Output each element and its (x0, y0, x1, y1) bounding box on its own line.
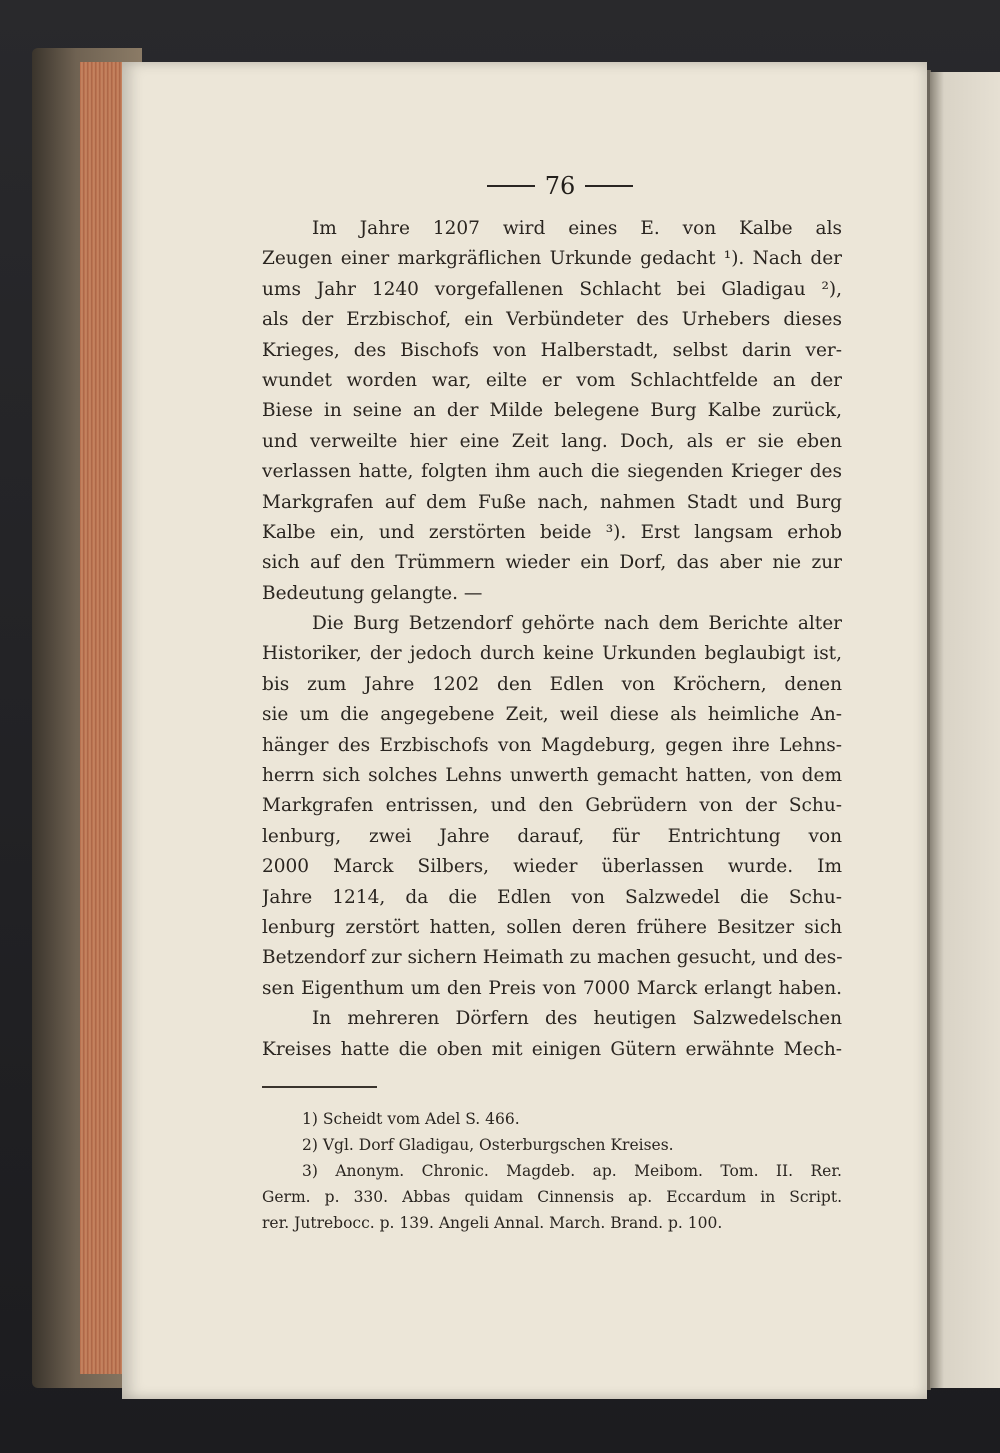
text-line: Betzendorf zur sichern Heimath zu machen gesucht, und des- (262, 947, 842, 969)
text-line: Zeugen einer markgräflichen Urkunde gedacht ¹). Nach der (262, 248, 842, 270)
text-line: lenburg, zwei Jahre darauf, für Entrichtung von (262, 825, 842, 847)
text-line: Im Jahre 1207 wird eines E. von Kalbe als (312, 218, 842, 239)
text-line: In mehreren Dörfern des heutigen Salzwedelschen (312, 1008, 842, 1030)
text-line: Markgrafen auf dem Fuße nach, nahmen Stadt und Burg (262, 491, 842, 513)
text-line: als der Erzbischof, ein Verbündeter des Urhebers dieses (262, 309, 842, 331)
footnote-continuation: Germ. p. 330. Abbas quidam Cinnensis ap. Eccardum in Script. (262, 1188, 842, 1206)
text-line: Bedeutung gelangte. — (262, 582, 483, 604)
footnote-rule (262, 1086, 377, 1088)
header-dash-right (585, 185, 633, 187)
footnote: 1) Scheidt vom Adel S. 466. (302, 1110, 520, 1128)
text-line: bis zum Jahre 1202 den Edlen von Kröchern, denen (262, 673, 842, 695)
page-header (470, 168, 650, 204)
footnote: 2) Vgl. Dorf Gladigau, Osterburgschen Kreises. (302, 1136, 674, 1154)
text-line: 2000 Marck Silbers, wieder überlassen wurde. Im (262, 856, 842, 878)
footnote: 3) Anonym. Chronic. Magdeb. ap. Meibom. Tom. II. Rer. (302, 1162, 842, 1180)
text-line: Biese in seine an der Milde belegene Burg Kalbe zurück, (262, 400, 842, 422)
body-text (262, 214, 842, 1065)
text-line: Historiker, der jedoch durch keine Urkunden beglaubigt ist, (262, 643, 842, 665)
text-line: sich auf den Trümmern wieder ein Dorf, das aber nie zur (262, 552, 842, 574)
footnote-continuation: rer. Jutrebocc. p. 139. Angeli Annal. March. Brand. p. 100. (262, 1214, 723, 1232)
header-dash-left (487, 185, 535, 187)
text-line: herrn sich solches Lehns unwerth gemacht hatten, von dem (262, 765, 842, 787)
text-line: Kreises hatte die oben mit einigen Gütern erwähnte Mech- (262, 1038, 842, 1060)
text-line: hänger des Erzbischofs von Magdeburg, gegen ihre Lehns- (262, 734, 842, 756)
text-line: Die Burg Betzendorf gehörte nach dem Berichte alter (312, 613, 842, 635)
text-line: sie um die angegebene Zeit, weil diese als heimliche An- (262, 704, 842, 726)
text-line: sen Eigenthum um den Preis von 7000 Marck erlangt haben. (262, 977, 842, 999)
facing-page-edge (930, 72, 1000, 1388)
footnotes (262, 1106, 842, 1236)
page-number: 76 (544, 172, 576, 200)
text-line: Krieges, des Bischofs von Halberstadt, selbst darin ver- (262, 339, 842, 361)
text-line: Kalbe ein, und zerstörten beide ³). Erst langsam erhob (262, 521, 842, 543)
text-line: Jahre 1214, da die Edlen von Salzwedel die Schu- (262, 886, 842, 908)
text-line: Markgrafen entrissen, und den Gebrüdern von der Schu- (262, 795, 842, 817)
text-line: wundet worden war, eilte er vom Schlachtfelde an der (262, 369, 842, 391)
text-line: verlassen hatte, folgten ihm auch die siegenden Krieger des (262, 461, 842, 483)
text-line: ums Jahr 1240 vorgefallenen Schlacht bei Gladigau ²), (262, 278, 842, 300)
text-line: und verweilte hier eine Zeit lang. Doch, als er sie eben (262, 430, 842, 452)
text-line: lenburg zerstört hatten, sollen deren frühere Besitzer sich (262, 916, 842, 938)
